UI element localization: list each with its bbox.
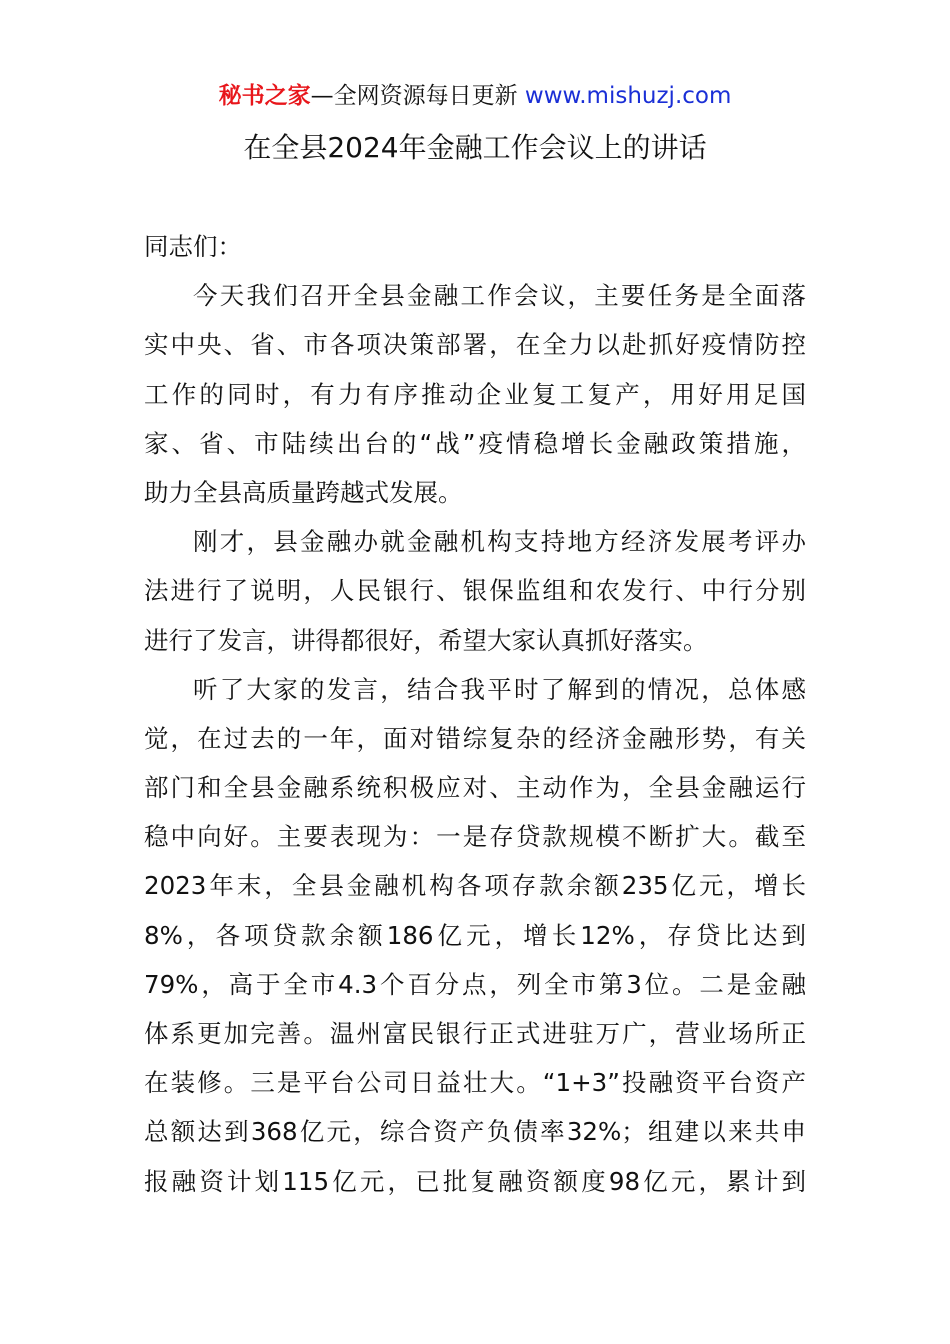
salutation: 同志们：: [144, 232, 242, 261]
paragraph-line: 部门和全县金融系统积极应对、主动作为，全县金融运行: [144, 773, 806, 803]
paragraph-line: 79%，高于全市4.3个百分点，列全市第3位。二是金融: [144, 969, 806, 999]
site-url-link[interactable]: www.mishuzj.com: [524, 83, 732, 109]
site-brand: 秘书之家: [218, 83, 311, 109]
document-title: 在全县2024年金融工作会议上的讲话: [243, 131, 707, 164]
paragraph-line: 在装修。三是平台公司日益壮大。“1+3”投融资平台资产: [144, 1068, 806, 1098]
paragraph-line: 体系更加完善。温州富民银行正式进驻万广，营业场所正: [144, 1019, 806, 1048]
paragraph-line: 家、省、市陆续出台的“战”疫情稳增长金融政策措施，: [144, 428, 806, 458]
paragraph-line: 总额达到368亿元，综合资产负债率32%；组建以来共申: [144, 1117, 806, 1147]
paragraph-line: 觉，在过去的一年，面对错综复杂的经济金融形势，有关: [144, 723, 806, 753]
header-dash: —: [310, 83, 334, 109]
paragraph-line: 法进行了说明，人民银行、银保监组和农发行、中行分别: [144, 576, 806, 606]
document-body: [144, 222, 806, 1206]
paragraph-line: 今天我们召开全县金融工作会议，主要任务是全面落: [193, 281, 806, 311]
paragraph-line: 报融资计划115亿元，已批复融资额度98亿元，累计到: [144, 1166, 806, 1196]
paragraph-line: 稳中向好。主要表现为：一是存贷款规模不断扩大。截至: [144, 822, 806, 852]
paragraph-line: 8%，各项贷款余额186亿元，增长12%，存贷比达到: [144, 920, 806, 950]
paragraph-line: 2023年末，全县金融机构各项存款余额235亿元，增长: [144, 871, 806, 901]
paragraph-line: 刚才，县金融办就金融机构支持地方经济发展考评办: [193, 527, 806, 557]
paragraph-line: 进行了发言，讲得都很好，希望大家认真抓好落实。: [144, 625, 708, 655]
paragraph-line: 实中央、省、市各项决策部署，在全力以赴抓好疫情防控: [144, 330, 806, 360]
paragraph-line: 助力全县高质量跨越式发展。: [144, 477, 463, 507]
paragraph-line: 听了大家的发言，结合我平时了解到的情况，总体感: [193, 674, 806, 704]
site-header: [0, 80, 950, 112]
site-tagline: 全网资源每日更新: [333, 83, 525, 109]
paragraph-line: 工作的同时，有力有序推动企业复工复产，用好用足国: [144, 379, 806, 409]
